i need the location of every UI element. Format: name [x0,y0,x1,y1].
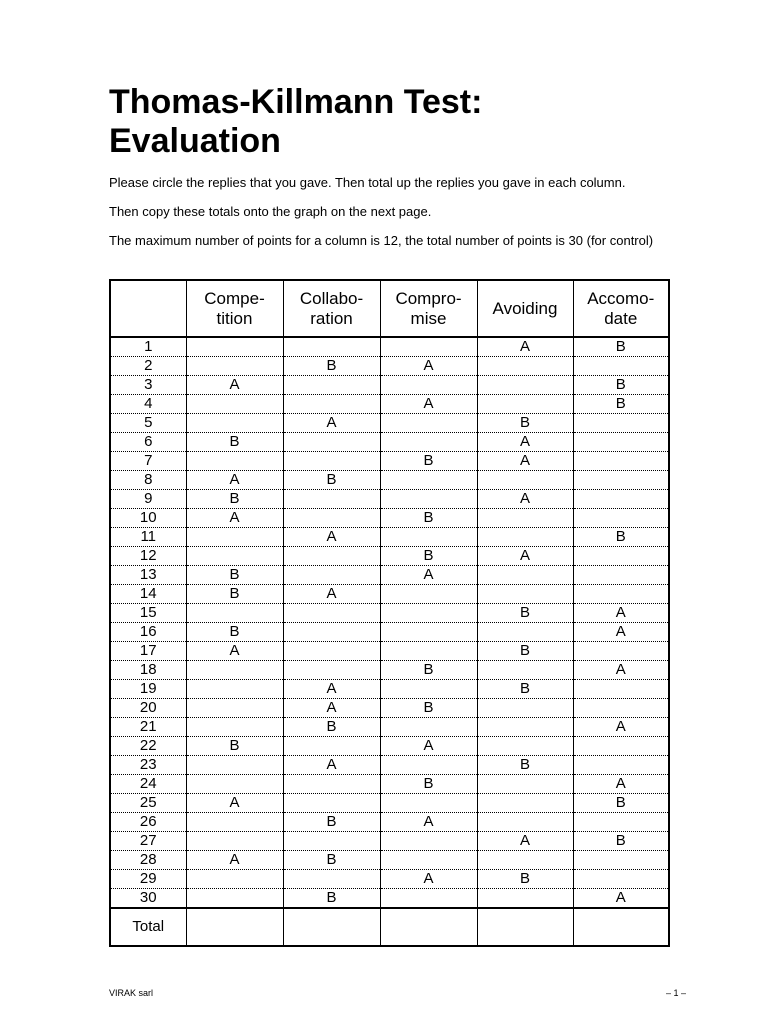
table-row [110,528,669,547]
total-cell-avoiding[interactable] [477,908,573,946]
answer-cell-compromise[interactable]: A [380,566,477,585]
question-number: 1 [110,337,186,357]
table-row [110,452,669,471]
answer-cell-competition [186,661,283,680]
answer-cell-competition [186,604,283,623]
answer-cell-compromise [380,376,477,395]
answer-cell-avoiding [477,585,573,604]
question-number: 19 [110,680,186,699]
answer-cell-competition [186,718,283,737]
answer-cell-avoiding [477,889,573,909]
answer-cell-compromise[interactable]: A [380,813,477,832]
question-number: 5 [110,414,186,433]
answer-cell-accomodate[interactable]: B [573,794,669,813]
answer-cell-accomodate [573,851,669,870]
table-row [110,395,669,414]
answer-cell-compromise[interactable]: A [380,357,477,376]
table-body [110,337,669,908]
table-row [110,775,669,794]
answer-cell-competition [186,528,283,547]
table-row [110,337,669,357]
answer-cell-collaboration [283,832,380,851]
question-number: 16 [110,623,186,642]
header-avoiding: Avoiding [477,280,573,337]
answer-cell-competition [186,775,283,794]
header-accomodate: Accomo- date [573,280,669,337]
header-competition: Compe- tition [186,280,283,337]
answer-cell-competition[interactable]: A [186,642,283,661]
answer-cell-avoiding [477,471,573,490]
answer-cell-competition [186,889,283,909]
question-number: 3 [110,376,186,395]
answer-cell-collaboration[interactable]: B [283,471,380,490]
answer-cell-collaboration[interactable]: B [283,813,380,832]
answer-cell-compromise [380,414,477,433]
answer-cell-avoiding [477,566,573,585]
answer-cell-compromise[interactable]: B [380,547,477,566]
question-number: 10 [110,509,186,528]
answer-cell-accomodate[interactable]: B [573,832,669,851]
answer-cell-collaboration[interactable]: A [283,414,380,433]
answer-cell-compromise [380,604,477,623]
question-number: 20 [110,699,186,718]
table-row [110,661,669,680]
answer-cell-accomodate[interactable]: A [573,889,669,909]
answer-cell-accomodate [573,737,669,756]
question-number: 12 [110,547,186,566]
answer-cell-accomodate[interactable]: A [573,718,669,737]
answer-cell-compromise [380,471,477,490]
question-number: 23 [110,756,186,775]
answer-cell-avoiding[interactable]: B [477,870,573,889]
answer-cell-accomodate[interactable]: B [573,395,669,414]
answer-cell-collaboration [283,775,380,794]
answer-cell-collaboration [283,794,380,813]
answer-cell-compromise[interactable]: B [380,661,477,680]
answer-cell-collaboration [283,661,380,680]
answer-cell-avoiding[interactable]: B [477,414,573,433]
answer-cell-avoiding[interactable]: B [477,680,573,699]
answer-cell-accomodate [573,433,669,452]
answer-cell-avoiding [477,623,573,642]
question-number: 2 [110,357,186,376]
answer-cell-accomodate[interactable]: A [573,661,669,680]
answer-cell-compromise [380,642,477,661]
answer-cell-competition [186,395,283,414]
question-number: 18 [110,661,186,680]
answer-cell-collaboration [283,547,380,566]
question-number: 9 [110,490,186,509]
table-row [110,813,669,832]
table-row [110,718,669,737]
answer-cell-collaboration[interactable]: A [283,528,380,547]
answer-cell-collaboration [283,642,380,661]
answer-cell-accomodate [573,756,669,775]
table-row [110,756,669,775]
answer-cell-avoiding [477,357,573,376]
answer-cell-competition [186,414,283,433]
answer-cell-accomodate [573,870,669,889]
table-header-row [110,280,669,337]
answer-cell-avoiding [477,813,573,832]
question-number: 7 [110,452,186,471]
answer-cell-accomodate [573,357,669,376]
answer-cell-accomodate[interactable]: B [573,528,669,547]
page-title [109,83,482,161]
answer-cell-avoiding [477,775,573,794]
question-number: 6 [110,433,186,452]
answer-cell-collaboration[interactable]: A [283,756,380,775]
total-row [110,908,669,946]
answer-cell-competition[interactable]: A [186,794,283,813]
total-cell-collaboration[interactable] [283,908,380,946]
table-row [110,680,669,699]
answer-cell-collaboration [283,337,380,357]
answer-cell-avoiding [477,737,573,756]
table-row [110,832,669,851]
answer-cell-accomodate [573,642,669,661]
answer-cell-competition [186,452,283,471]
table-row [110,376,669,395]
table-row [110,851,669,870]
header-compromise: Compro- mise [380,280,477,337]
answer-cell-collaboration[interactable]: B [283,718,380,737]
answer-cell-collaboration[interactable]: A [283,699,380,718]
answer-cell-avoiding [477,699,573,718]
answer-cell-avoiding[interactable]: A [477,832,573,851]
answer-cell-compromise[interactable]: B [380,699,477,718]
answer-cell-accomodate [573,547,669,566]
header-number [110,280,186,337]
answer-cell-avoiding[interactable]: A [477,490,573,509]
question-number: 29 [110,870,186,889]
answer-cell-competition[interactable]: B [186,623,283,642]
answer-cell-compromise[interactable]: B [380,452,477,471]
answer-cell-compromise [380,337,477,357]
table-row [110,604,669,623]
answer-cell-compromise [380,585,477,604]
table-row [110,889,669,909]
answer-cell-compromise [380,623,477,642]
answer-cell-collaboration[interactable]: A [283,585,380,604]
evaluation-table [109,279,670,947]
answer-cell-accomodate [573,490,669,509]
answer-cell-compromise[interactable]: A [380,395,477,414]
table-row [110,433,669,452]
answer-cell-collaboration [283,604,380,623]
answer-cell-avoiding[interactable]: A [477,547,573,566]
answer-cell-competition[interactable]: B [186,490,283,509]
total-label: Total [110,908,186,946]
answer-cell-competition[interactable]: A [186,851,283,870]
answer-cell-competition[interactable]: B [186,566,283,585]
question-number: 24 [110,775,186,794]
answer-cell-avoiding [477,509,573,528]
answer-cell-accomodate[interactable]: A [573,604,669,623]
table-row [110,490,669,509]
answer-cell-compromise [380,718,477,737]
total-cell-accomodate[interactable] [573,908,669,946]
answer-cell-collaboration [283,870,380,889]
answer-cell-compromise [380,433,477,452]
title-line-1: Thomas-Killmann Test: [109,83,483,121]
instruction-paragraph-3: The maximum number of points for a column is 12, the total number of points is 30 (for control) [109,233,654,248]
answer-cell-collaboration[interactable]: B [283,357,380,376]
answer-cell-compromise [380,756,477,775]
question-number: 8 [110,471,186,490]
answer-cell-compromise[interactable]: A [380,870,477,889]
answer-cell-accomodate[interactable]: B [573,337,669,357]
answer-cell-collaboration [283,623,380,642]
answer-cell-avoiding[interactable]: A [477,452,573,471]
answer-cell-collaboration [283,566,380,585]
answer-cell-avoiding[interactable]: A [477,337,573,357]
answer-cell-competition[interactable]: A [186,376,283,395]
answer-cell-compromise[interactable]: B [380,775,477,794]
answer-cell-collaboration[interactable]: B [283,889,380,909]
table-row [110,794,669,813]
instruction-paragraph-1: Please circle the replies that you gave. Then total up the replies you gave in each column. [109,175,626,190]
answer-cell-accomodate [573,813,669,832]
answer-cell-competition [186,832,283,851]
question-number: 27 [110,832,186,851]
answer-cell-collaboration[interactable]: A [283,680,380,699]
answer-cell-avoiding [477,851,573,870]
answer-cell-compromise [380,794,477,813]
answer-cell-accomodate [573,699,669,718]
question-number: 21 [110,718,186,737]
answer-cell-competition [186,699,283,718]
answer-cell-competition [186,756,283,775]
answer-cell-competition [186,547,283,566]
answer-cell-avoiding [477,528,573,547]
answer-cell-compromise [380,680,477,699]
answer-cell-competition [186,813,283,832]
answer-cell-competition [186,337,283,357]
answer-cell-accomodate [573,509,669,528]
table-row [110,547,669,566]
answer-cell-avoiding [477,794,573,813]
answer-cell-competition [186,680,283,699]
question-number: 13 [110,566,186,585]
instruction-paragraph-2: Then copy these totals onto the graph on the next page. [109,204,432,219]
answer-cell-avoiding [477,376,573,395]
table-row [110,357,669,376]
answer-cell-accomodate [573,414,669,433]
question-number: 4 [110,395,186,414]
answer-cell-collaboration [283,490,380,509]
table-row [110,623,669,642]
question-number: 22 [110,737,186,756]
question-number: 11 [110,528,186,547]
answer-cell-accomodate [573,452,669,471]
footer-company: VIRAK sarl [109,988,154,998]
header-collaboration: Collabo- ration [283,280,380,337]
table-row [110,509,669,528]
answer-cell-avoiding [477,661,573,680]
answer-cell-competition[interactable]: A [186,471,283,490]
question-number: 14 [110,585,186,604]
answer-cell-collaboration[interactable]: B [283,851,380,870]
table-row [110,414,669,433]
table-row [110,870,669,889]
answer-cell-competition [186,357,283,376]
table-row [110,737,669,756]
answer-cell-avoiding [477,718,573,737]
answer-cell-competition [186,870,283,889]
question-number: 26 [110,813,186,832]
question-number: 28 [110,851,186,870]
answer-cell-accomodate [573,471,669,490]
answer-cell-avoiding[interactable]: A [477,433,573,452]
answer-cell-collaboration [283,395,380,414]
answer-cell-collaboration [283,509,380,528]
answer-cell-accomodate[interactable]: A [573,775,669,794]
table-row [110,642,669,661]
question-number: 30 [110,889,186,909]
answer-cell-compromise [380,528,477,547]
footer-page-number: – 1 – [665,988,686,998]
answer-cell-accomodate[interactable]: B [573,376,669,395]
answer-cell-compromise[interactable]: A [380,737,477,756]
question-number: 25 [110,794,186,813]
answer-cell-accomodate [573,585,669,604]
total-cell-competition[interactable] [186,908,283,946]
answer-cell-avoiding[interactable]: B [477,642,573,661]
answer-cell-compromise [380,889,477,909]
answer-cell-accomodate [573,566,669,585]
answer-cell-avoiding[interactable]: B [477,756,573,775]
answer-cell-accomodate [573,680,669,699]
answer-cell-accomodate[interactable]: A [573,623,669,642]
answer-cell-compromise[interactable]: B [380,509,477,528]
total-cell-compromise[interactable] [380,908,477,946]
answer-cell-collaboration [283,433,380,452]
answer-cell-competition[interactable]: B [186,433,283,452]
answer-cell-compromise [380,490,477,509]
answer-cell-compromise [380,851,477,870]
table-row [110,699,669,718]
answer-cell-collaboration [283,452,380,471]
title-line-2: Evaluation [109,122,281,160]
question-number: 15 [110,604,186,623]
answer-cell-collaboration [283,737,380,756]
table-row [110,471,669,490]
table-row [110,566,669,585]
answer-cell-competition[interactable]: B [186,737,283,756]
answer-cell-collaboration [283,376,380,395]
answer-cell-competition[interactable]: A [186,509,283,528]
answer-cell-avoiding[interactable]: B [477,604,573,623]
table-row [110,585,669,604]
answer-cell-compromise [380,832,477,851]
answer-cell-competition[interactable]: B [186,585,283,604]
answer-cell-avoiding [477,395,573,414]
question-number: 17 [110,642,186,661]
